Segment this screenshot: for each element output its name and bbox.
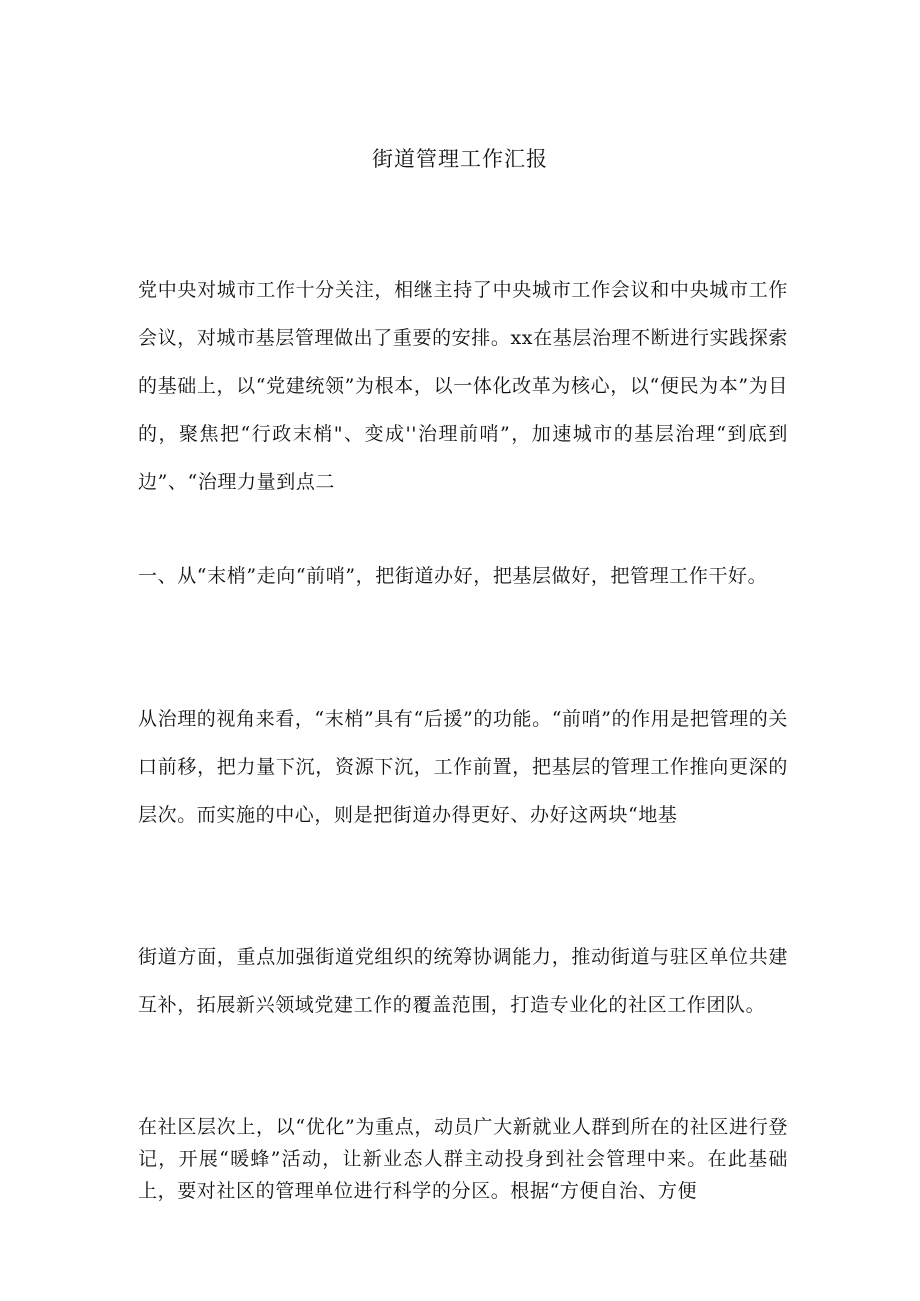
paragraph-street-level: 街道方面，重点加强街道党组织的统筹协调能力，推动街道与驻区单位共建互补，拓展新兴领域党建工作的覆盖范围，打造专业化的社区工作团队。 (138, 946, 788, 1016)
section-heading-1: 一、从“末梢”走向“前哨”，把街道办好，把基层做好，把管理工作干好。 (138, 565, 768, 587)
paragraph-governance-view: 从治理的视角来看，“末梢”具有“后援”的功能。“前哨”的作用是把管理的关口前移，把力量下沉，资源下沉，工作前置，把基层的管理工作推向更深的层次。而实施的中心，则是把街道办得更好、办好这两块“地基 (138, 708, 788, 826)
paragraph-community-level: 在社区层次上，以“优化”为重点，动员广大新就业人群到所在的社区进行登记，开展“暖蜂”活动，让新业态人群主动投身到社会管理中来。在此基础上，要对社区的管理单位进行科学的分区。根据“方便自治、方便 (138, 1116, 788, 1202)
paragraph-intro: 党中央对城市工作十分关注，相继主持了中央城市工作会议和中央城市工作会议，对城市基层管理做出了重要的安排。xx在基层治理不断进行实践探索的基础上，以“党建统领”为根本，以一体化改革为核心，以“便民为本”为目的，聚焦把“行政末梢"、变成''治理前哨”，加速城市的基层治理“到底到边”、“治理力量到点二 (138, 279, 788, 493)
document-title: 街道管理工作汇报 (372, 147, 548, 171)
